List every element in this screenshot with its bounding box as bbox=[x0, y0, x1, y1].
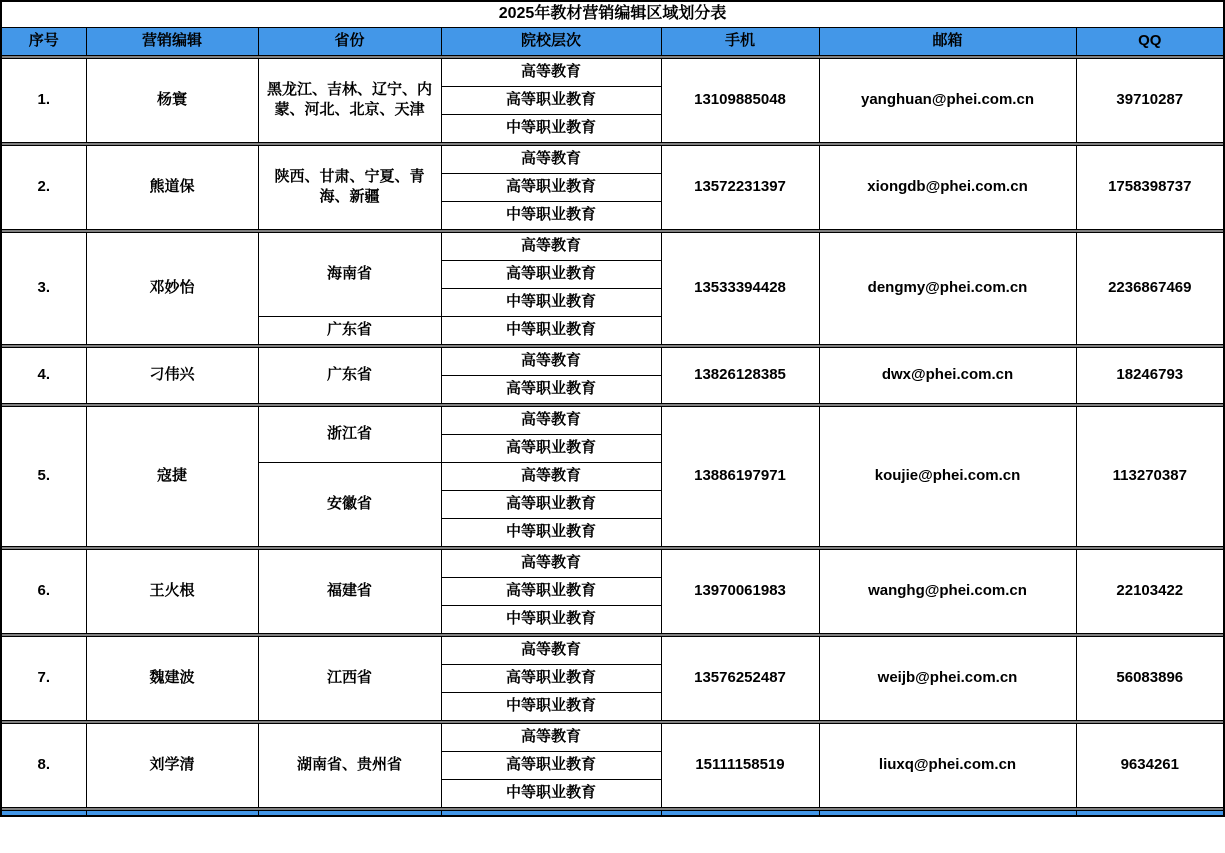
school-level-cell: 高等教育 bbox=[441, 58, 661, 86]
school-level-cell: 高等职业教育 bbox=[441, 434, 661, 462]
phone-cell: 13576252487 bbox=[661, 636, 819, 720]
record-3-subrow bbox=[1, 232, 1224, 260]
next-page-header-strip-cell bbox=[1076, 810, 1224, 816]
school-level-cell: 中等职业教育 bbox=[441, 288, 661, 316]
school-level-cell: 中等职业教育 bbox=[441, 316, 661, 344]
school-level-cell: 高等教育 bbox=[441, 723, 661, 751]
school-level-cell: 中等职业教育 bbox=[441, 605, 661, 633]
school-level-cell: 高等职业教育 bbox=[441, 490, 661, 518]
record-7-subrow bbox=[1, 636, 1224, 664]
phone-cell: 13572231397 bbox=[661, 145, 819, 229]
email-cell: dengmy@phei.com.cn bbox=[819, 232, 1076, 344]
column-header-level: 院校层次 bbox=[441, 27, 661, 55]
editor-name-cell: 魏建波 bbox=[86, 636, 258, 720]
serial-cell: 7. bbox=[1, 636, 86, 720]
school-level-cell: 中等职业教育 bbox=[441, 518, 661, 546]
column-header-phone: 手机 bbox=[661, 27, 819, 55]
school-level-cell: 高等职业教育 bbox=[441, 86, 661, 114]
school-level-cell: 高等教育 bbox=[441, 406, 661, 434]
serial-cell: 3. bbox=[1, 232, 86, 344]
serial-cell: 1. bbox=[1, 58, 86, 142]
qq-cell: 9634261 bbox=[1076, 723, 1224, 807]
serial-cell: 4. bbox=[1, 347, 86, 403]
editor-name-cell: 邓妙怡 bbox=[86, 232, 258, 344]
email-cell: yanghuan@phei.com.cn bbox=[819, 58, 1076, 142]
phone-cell: 15111158519 bbox=[661, 723, 819, 807]
province-cell: 安徽省 bbox=[258, 462, 441, 546]
record-8-subrow bbox=[1, 723, 1224, 751]
next-page-header-strip-cell bbox=[441, 810, 661, 816]
editor-name-cell: 刘学清 bbox=[86, 723, 258, 807]
school-level-cell: 高等职业教育 bbox=[441, 375, 661, 403]
title-row bbox=[1, 1, 1224, 27]
province-cell: 广东省 bbox=[258, 347, 441, 403]
province-cell: 江西省 bbox=[258, 636, 441, 720]
school-level-cell: 高等教育 bbox=[441, 636, 661, 664]
province-cell: 福建省 bbox=[258, 549, 441, 633]
record-6-subrow bbox=[1, 549, 1224, 577]
email-cell: liuxq@phei.com.cn bbox=[819, 723, 1076, 807]
province-cell: 海南省 bbox=[258, 232, 441, 316]
school-level-cell: 高等职业教育 bbox=[441, 664, 661, 692]
phone-cell: 13970061983 bbox=[661, 549, 819, 633]
next-page-header-strip bbox=[1, 810, 1224, 816]
qq-cell: 18246793 bbox=[1076, 347, 1224, 403]
school-level-cell: 中等职业教育 bbox=[441, 201, 661, 229]
record-4-subrow bbox=[1, 347, 1224, 375]
column-header-qq: QQ bbox=[1076, 27, 1224, 55]
province-cell: 陕西、甘肃、宁夏、青海、新疆 bbox=[258, 145, 441, 229]
next-page-header-strip-cell bbox=[86, 810, 258, 816]
school-level-cell: 高等职业教育 bbox=[441, 260, 661, 288]
column-header-serial: 序号 bbox=[1, 27, 86, 55]
record-2-subrow bbox=[1, 145, 1224, 173]
editor-name-cell: 杨寰 bbox=[86, 58, 258, 142]
school-level-cell: 中等职业教育 bbox=[441, 779, 661, 807]
next-page-header-strip-cell bbox=[819, 810, 1076, 816]
school-level-cell: 中等职业教育 bbox=[441, 692, 661, 720]
phone-cell: 13109885048 bbox=[661, 58, 819, 142]
school-level-cell: 高等教育 bbox=[441, 232, 661, 260]
email-cell: weijb@phei.com.cn bbox=[819, 636, 1076, 720]
qq-cell: 113270387 bbox=[1076, 406, 1224, 546]
header-row bbox=[1, 27, 1224, 55]
province-cell: 湖南省、贵州省 bbox=[258, 723, 441, 807]
school-level-cell: 高等职业教育 bbox=[441, 751, 661, 779]
province-cell: 黑龙江、吉林、辽宁、内蒙、河北、北京、天津 bbox=[258, 58, 441, 142]
serial-cell: 2. bbox=[1, 145, 86, 229]
school-level-cell: 高等教育 bbox=[441, 145, 661, 173]
email-cell: dwx@phei.com.cn bbox=[819, 347, 1076, 403]
school-level-cell: 高等职业教育 bbox=[441, 173, 661, 201]
column-header-province: 省份 bbox=[258, 27, 441, 55]
serial-cell: 5. bbox=[1, 406, 86, 546]
phone-cell: 13826128385 bbox=[661, 347, 819, 403]
phone-cell: 13886197971 bbox=[661, 406, 819, 546]
school-level-cell: 高等教育 bbox=[441, 347, 661, 375]
qq-cell: 39710287 bbox=[1076, 58, 1224, 142]
school-level-cell: 高等教育 bbox=[441, 462, 661, 490]
column-header-editor: 营销编辑 bbox=[86, 27, 258, 55]
qq-cell: 22103422 bbox=[1076, 549, 1224, 633]
next-page-header-strip-cell bbox=[1, 810, 86, 816]
school-level-cell: 高等职业教育 bbox=[441, 577, 661, 605]
column-header-email: 邮箱 bbox=[819, 27, 1076, 55]
school-level-cell: 中等职业教育 bbox=[441, 114, 661, 142]
province-cell: 广东省 bbox=[258, 316, 441, 344]
qq-cell: 2236867469 bbox=[1076, 232, 1224, 344]
email-cell: wanghg@phei.com.cn bbox=[819, 549, 1076, 633]
record-1-subrow bbox=[1, 58, 1224, 86]
editor-name-cell: 熊道保 bbox=[86, 145, 258, 229]
province-cell: 浙江省 bbox=[258, 406, 441, 462]
record-5-subrow bbox=[1, 406, 1224, 434]
next-page-header-strip-cell bbox=[661, 810, 819, 816]
editor-name-cell: 王火根 bbox=[86, 549, 258, 633]
qq-cell: 1758398737 bbox=[1076, 145, 1224, 229]
qq-cell: 56083896 bbox=[1076, 636, 1224, 720]
phone-cell: 13533394428 bbox=[661, 232, 819, 344]
school-level-cell: 高等教育 bbox=[441, 549, 661, 577]
serial-cell: 8. bbox=[1, 723, 86, 807]
table-title: 2025年教材营销编辑区域划分表 bbox=[1, 1, 1224, 27]
serial-cell: 6. bbox=[1, 549, 86, 633]
email-cell: koujie@phei.com.cn bbox=[819, 406, 1076, 546]
next-page-header-strip-cell bbox=[258, 810, 441, 816]
email-cell: xiongdb@phei.com.cn bbox=[819, 145, 1076, 229]
editor-name-cell: 刁伟兴 bbox=[86, 347, 258, 403]
editor-name-cell: 寇捷 bbox=[86, 406, 258, 546]
